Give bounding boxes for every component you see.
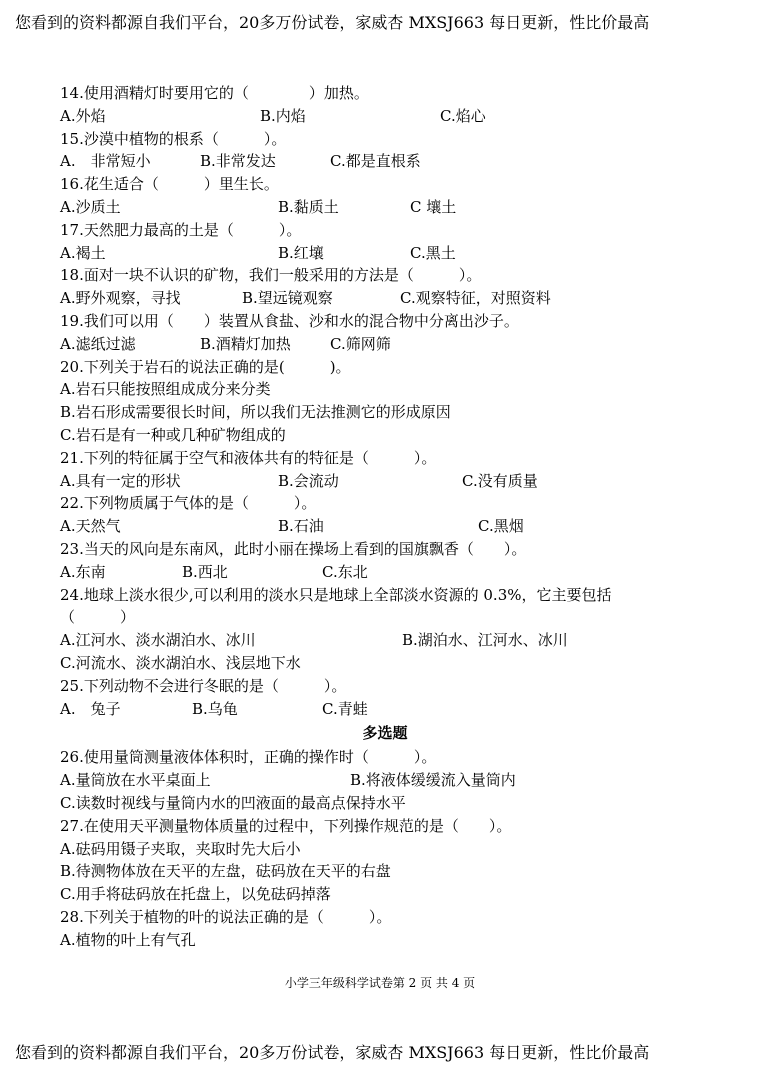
answer-option: C.都是直根系 (330, 152, 421, 171)
answer-option: B.会流动 (278, 471, 339, 490)
answer-option: B.乌龟 (192, 699, 238, 718)
answer-option: C.岩石是有一种或几种矿物组成的 (60, 425, 286, 444)
question-stem: 18.面对一块不认识的矿物，我们一般采用的方法是（ ）。 (60, 266, 482, 285)
answer-option: A.滤纸过滤 (60, 334, 136, 353)
answer-option: C.筛网筛 (330, 334, 391, 353)
answer-option: A.具有一定的形状 (60, 471, 181, 490)
answer-option: B.西北 (182, 562, 228, 581)
answer-option: B.黏质土 (278, 197, 339, 216)
question-stem: 27.在使用天平测量物体质量的过程中，下列操作规范的是（ ）。 (60, 816, 512, 835)
question-stem: 24.地球上淡水很少,可以利用的淡水只是地球上全部淡水资源的 0.3%，它主要包括 (60, 585, 612, 604)
option-row (60, 629, 710, 652)
answer-option: C.焰心 (440, 106, 486, 125)
answer-option: A.沙质土 (60, 197, 121, 216)
answer-option: C.没有质量 (462, 471, 538, 490)
answer-option: A.野外观察，寻找 (60, 289, 181, 308)
answer-option: A.外焰 (60, 106, 106, 125)
answer-option: B.望远镜观察 (242, 289, 333, 308)
answer-option: B.岩石形成需要很长时间，所以我们无法推测它的形成原因 (60, 403, 451, 422)
question-stem: 25.下列动物不会进行冬眠的是（ ）。 (60, 676, 347, 695)
answer-option: A.岩石只能按照组成成分来分类 (60, 380, 271, 399)
question-stem: 15.沙漠中植物的根系（ ）。 (60, 129, 287, 148)
answer-option: B.湖泊水、江河水、冰川 (402, 631, 568, 650)
answer-option: B.内焰 (260, 106, 306, 125)
option-row (60, 333, 710, 356)
answer-option: B.非常发达 (200, 152, 276, 171)
answer-option: C.读数时视线与量筒内水的凹液面的最高点保持水平 (60, 793, 406, 812)
answer-option: B.待测物体放在天平的左盘，砝码放在天平的右盘 (60, 862, 391, 881)
top-banner: 您看到的资料都源自我们平台，20多万份试卷，家威杏 MXSJ663 每日更新，性比价最高 (15, 13, 650, 32)
question-stem: 17.天然肥力最高的土是（ ）。 (60, 220, 302, 239)
answer-option: C.观察特征，对照资料 (400, 289, 551, 308)
question-list (60, 82, 710, 951)
page-footer: 小学三年级科学试卷第 2 页 共 4 页 (284, 976, 476, 990)
answer-option: A.量筒放在水平桌面上 (60, 771, 211, 790)
question-stem: 19.我们可以用（ ）装置从食盐、沙和水的混合物中分离出沙子。 (60, 311, 519, 330)
answer-option: A. 兔子 (60, 699, 121, 718)
question-stem: 22.下列物质属于气体的是（ ）。 (60, 494, 317, 513)
question-stem: 26.使用量筒测量液体体积时，正确的操作时（ ）。 (60, 748, 437, 767)
answer-option: C.黑土 (410, 243, 456, 262)
question-stem-continued: （ ） (60, 608, 136, 627)
option-row (60, 470, 710, 493)
question-stem: 23.当天的风向是东南风，此时小丽在操场上看到的国旗飘香（ ）。 (60, 539, 527, 558)
option-row (60, 698, 710, 721)
answer-option: C.河流水、淡水湖泊水、浅层地下水 (60, 653, 301, 672)
bottom-banner: 您看到的资料都源自我们平台，20多万份试卷，家威杏 MXSJ663 每日更新，性比价最高 (15, 1043, 650, 1062)
section-title: 多选题 (362, 724, 408, 743)
answer-option: A.东南 (60, 562, 106, 581)
option-row (60, 769, 710, 792)
question-stem: 28.下列关于植物的叶的说法正确的是（ ）。 (60, 907, 392, 926)
answer-option: A.天然气 (60, 517, 121, 536)
answer-option: B.红壤 (278, 243, 324, 262)
option-row (60, 242, 710, 265)
answer-option: C.青蛙 (322, 699, 368, 718)
answer-option: C.用手将砝码放在托盘上，以免砝码掉落 (60, 885, 331, 904)
answer-option: A. 非常短小 (60, 152, 151, 171)
answer-option: A.砝码用镊子夹取，夹取时先大后小 (60, 839, 301, 858)
answer-option: A.褐土 (60, 243, 106, 262)
answer-option: A.植物的叶上有气孔 (60, 930, 196, 949)
question-stem: 20.下列关于岩石的说法正确的是( )。 (60, 357, 351, 376)
answer-option: B.石油 (278, 517, 324, 536)
option-row (60, 196, 710, 219)
answer-option: B.酒精灯加热 (200, 334, 291, 353)
question-stem: 16.花生适合（ ）里生长。 (60, 175, 279, 194)
answer-option: A.江河水、淡水湖泊水、冰川 (60, 631, 256, 650)
option-row (60, 150, 710, 173)
question-stem: 14.使用酒精灯时要用它的（ ）加热。 (60, 84, 369, 102)
answer-option: C 壤土 (410, 197, 457, 216)
option-row (60, 105, 710, 128)
answer-option: B.将液体缓缓流入量筒内 (350, 771, 516, 790)
question-stem: 21.下列的特征属于空气和液体共有的特征是（ ）。 (60, 448, 437, 467)
answer-option: C.东北 (322, 562, 368, 581)
answer-option: C.黑烟 (478, 517, 524, 536)
option-row (60, 287, 710, 310)
option-row (60, 561, 710, 584)
option-row (60, 515, 710, 538)
